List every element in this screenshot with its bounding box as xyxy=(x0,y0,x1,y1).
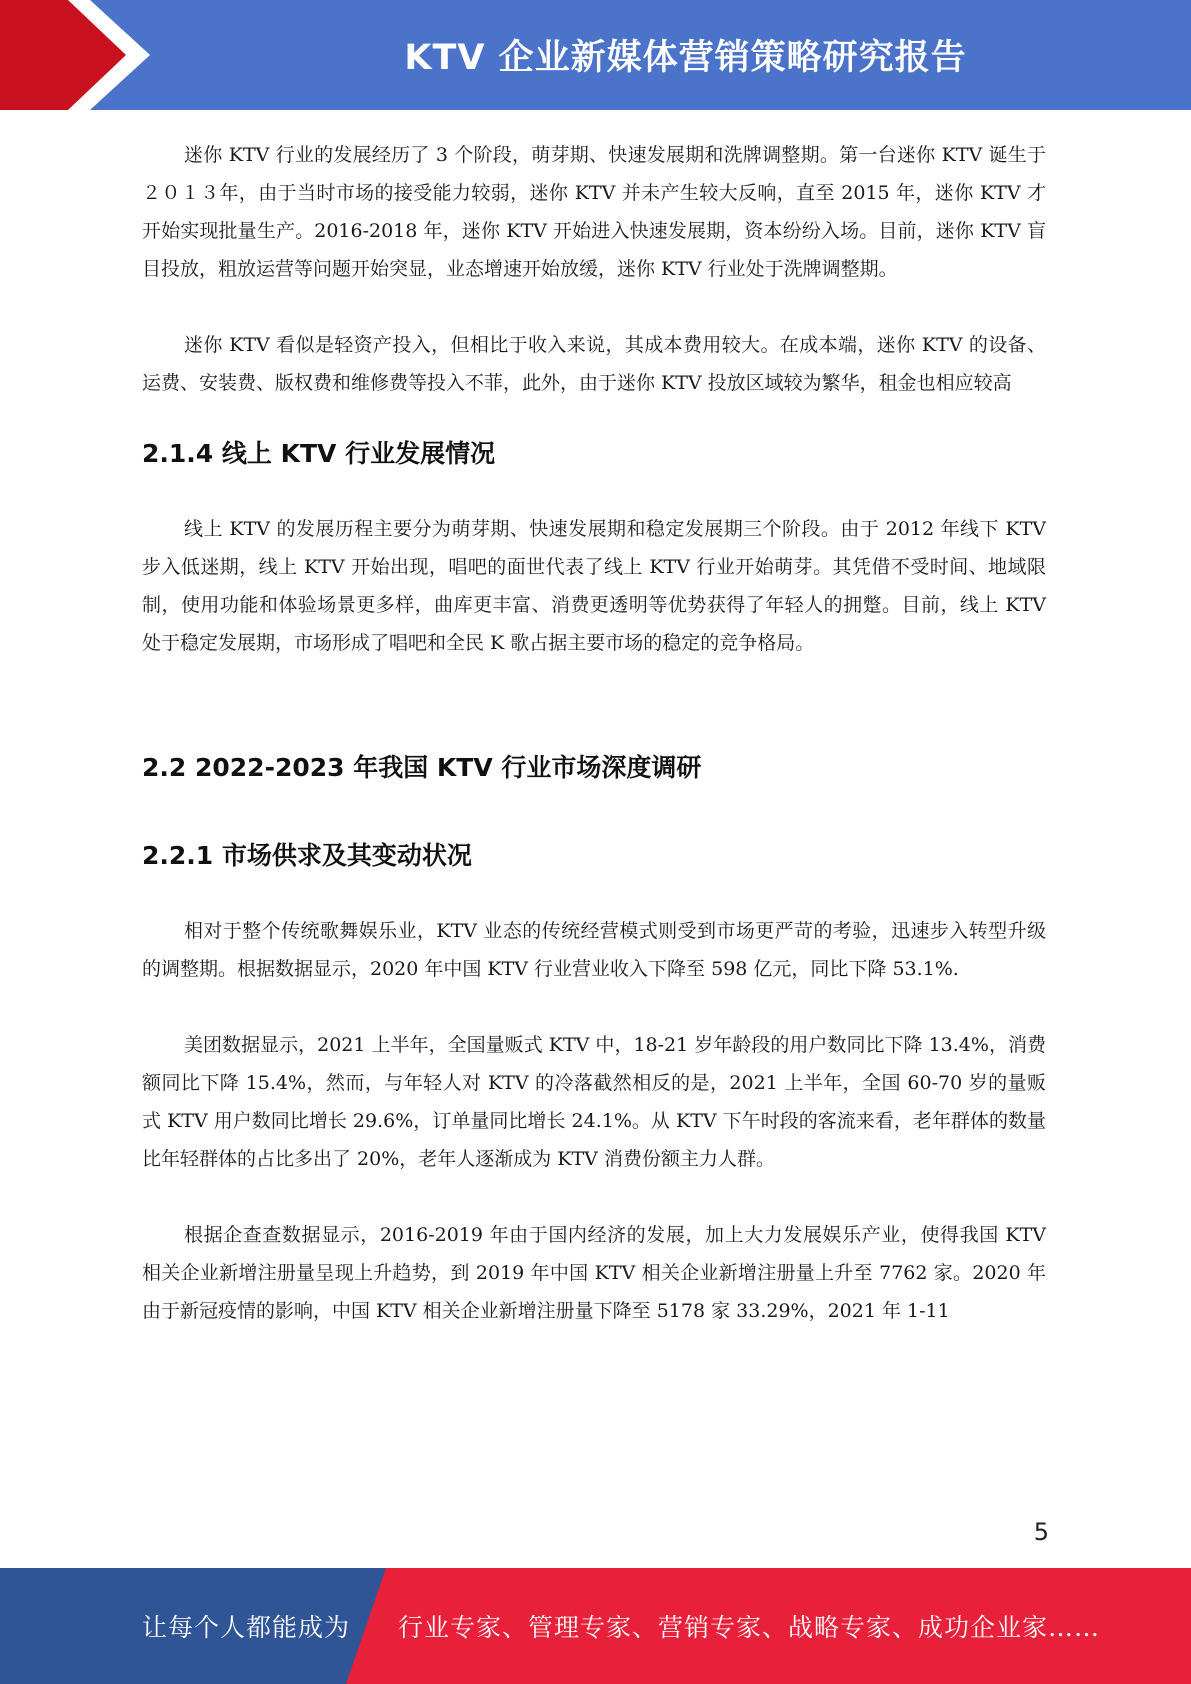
paragraph: 根据企查查数据显示，2016-2019 年由于国内经济的发展，加上大力发展娱乐产业，使得我国 KTV 相关企业新增注册量呈现上升趋势，到 2019 年中国 KTV 相关企业新增注册量上升至 7762 家。2020 年由于新冠疫情的影响，中国 KTV 相关企业新增注册量下降至 5178 家 33.29%，2021 年 1-11 xyxy=(142,1224,1046,1322)
paragraph: 迷你 KTV 看似是轻资产投入，但相比于收入来说，其成本费用较大。在成本端，迷你 KTV 的设备、运费、安装费、版权费和维修费等投入不菲，此外，由于迷你 KTV 投放区域较为繁华，租金也相应较高 xyxy=(142,334,1046,394)
page-footer xyxy=(0,1568,1191,1684)
page-header xyxy=(0,0,1191,110)
section-heading-2-2: 2.2 2022-2023 年我国 KTV 行业市场深度调研 xyxy=(142,753,702,782)
report-title: KTV 企业新媒体营销策略研究报告 xyxy=(404,38,967,78)
page-number: 5 xyxy=(1033,1518,1049,1546)
footer-slogan-right: 行业专家、管理专家、营销专家、战略专家、成功企业家…… xyxy=(398,1613,1101,1642)
section-heading-2-2-1: 2.2.1 市场供求及其变动状况 xyxy=(142,841,472,870)
paragraph: 美团数据显示，2021 上半年，全国量贩式 KTV 中，18-21 岁年龄段的用户数同比下降 13.4%，消费额同比下降 15.4%，然而，与年轻人对 KTV 的冷落截然相反的是，2021 上半年，全国 60-70 岁的量贩式 KTV 用户数同比增长 29.6%，订单量同比增长 24.1%。从 KTV 下午时段的客流来看，老年群体的数量比年轻群体的占比多出了 20%，老年人逐渐成为 KTV 消费份额主力人群。 xyxy=(142,1034,1046,1170)
document-body xyxy=(142,136,1046,1330)
footer-slogan-left: 让每个人都能成为 xyxy=(142,1613,351,1642)
section-heading-2-1-4: 2.1.4 线上 KTV 行业发展情况 xyxy=(142,439,496,468)
paragraph: 相对于整个传统歌舞娱乐业，KTV 业态的传统经营模式则受到市场更严苛的考验，迅速步入转型升级的调整期。根据数据显示，2020 年中国 KTV 行业营业收入下降至 598 亿元，同比下降 53.1%. xyxy=(142,920,1046,980)
paragraph: 线上 KTV 的发展历程主要分为萌芽期、快速发展期和稳定发展期三个阶段。由于 2012 年线下 KTV 步入低迷期，线上 KTV 开始出现，唱吧的面世代表了线上 KTV 行业开始萌芽。其凭借不受时间、地域限制，使用功能和体验场景更多样，曲库更丰富、消费更透明等优势获得了年轻人的拥蹩。目前，线上 KTV 处于稳定发展期，市场形成了唱吧和全民 K 歌占据主要市场的稳定的竞争格局。 xyxy=(142,518,1046,654)
chevron-arrow-icon xyxy=(0,0,160,110)
paragraph: 迷你 KTV 行业的发展经历了 3 个阶段，萌芽期、快速发展期和洗牌调整期。第一台迷你 KTV 诞生于２０１３年，由于当时市场的接受能力较弱，迷你 KTV 并未产生较大反响，直至 2015 年，迷你 KTV 才开始实现批量生产。2016-2018 年，迷你 KTV 开始进入快速发展期，资本纷纷入场。目前，迷你 KTV 盲目投放，粗放运营等问题开始突显，业态增速开始放缓，迷你 KTV 行业处于洗牌调整期。 xyxy=(142,144,1046,280)
